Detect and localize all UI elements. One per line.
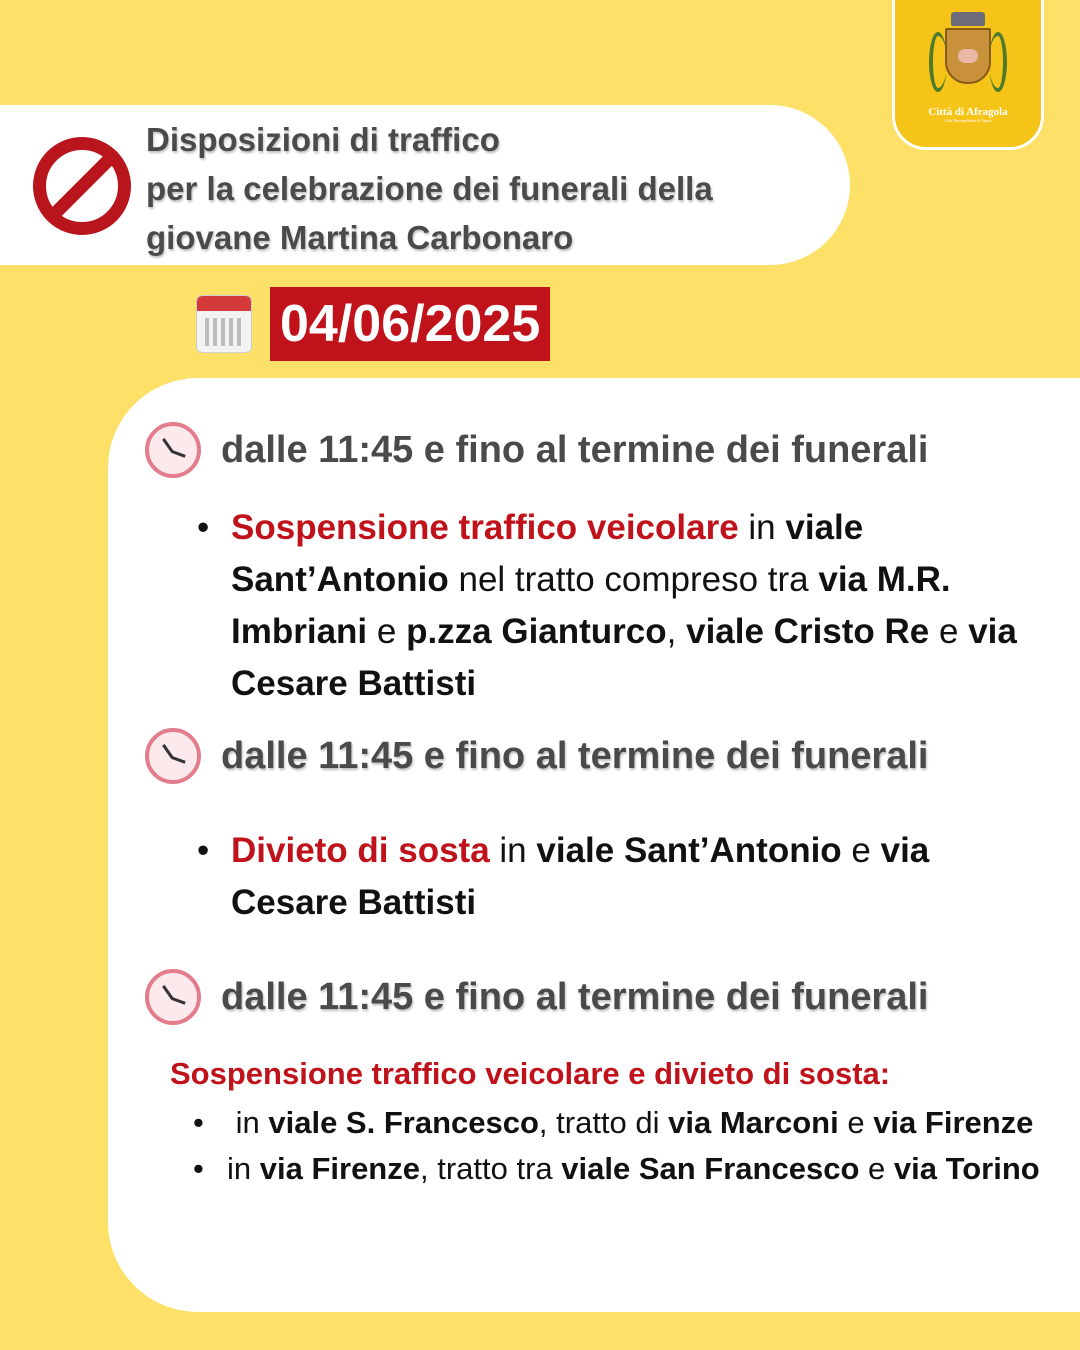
text-segment: e — [859, 1151, 894, 1186]
text-segment: in — [738, 508, 786, 547]
page-title — [146, 115, 713, 262]
text-segment: in — [489, 831, 537, 870]
logo-subtitle: Città Metropolitana di Napoli — [944, 118, 992, 123]
section-heading: Sospensione traffico veicolare e divieto di sosta: — [170, 1056, 891, 1091]
time-text: dalle 11:45 e fino al termine dei funerali — [221, 734, 929, 777]
date-row — [196, 287, 550, 361]
street-name: via Marconi — [668, 1105, 839, 1140]
date-badge: 04/06/2025 — [270, 287, 550, 361]
street-name: viale Sant’Antonio — [231, 508, 873, 599]
street-name: viale San Francesco — [561, 1151, 860, 1186]
logo-name: Città di Afragola — [928, 106, 1008, 118]
text-segment: in — [227, 1105, 269, 1140]
clock-icon — [145, 969, 201, 1025]
calendar-icon — [196, 295, 252, 353]
time-text: dalle 11:45 e fino al termine dei funerali — [221, 428, 929, 471]
street-name: via M.R. Imbriani — [231, 560, 961, 651]
list-item — [227, 1100, 1047, 1146]
list-item — [231, 502, 1031, 710]
street-name: via Cesare Battisti — [231, 831, 939, 922]
street-name: via Firenze — [873, 1105, 1034, 1140]
coat-of-arms — [923, 28, 1013, 100]
time-text: dalle 11:45 e fino al termine dei funerali — [221, 975, 929, 1018]
text-segment: e — [367, 612, 407, 651]
laurel-icon — [929, 32, 947, 92]
title-line: giovane Martina Carbonaro — [146, 219, 574, 256]
street-name: via Firenze — [259, 1151, 420, 1186]
text-segment: e — [841, 831, 881, 870]
text-segment: , tratto tra — [420, 1151, 562, 1186]
street-name: viale S. Francesco — [268, 1105, 539, 1140]
hand-icon — [958, 49, 978, 63]
bullet-list — [231, 825, 1031, 929]
bullet-list — [227, 1100, 1047, 1192]
shield-icon — [945, 28, 991, 84]
crown-icon — [951, 12, 985, 26]
text-segment: , tratto di — [538, 1105, 669, 1140]
text-segment: e — [929, 612, 969, 651]
street-name: via Cesare Battisti — [231, 612, 1027, 703]
header-banner — [0, 105, 850, 265]
street-name: p.zza Gianturco — [406, 612, 667, 651]
highlight-text: Sospensione traffico veicolare — [231, 508, 739, 547]
bullet-list — [231, 502, 1031, 710]
clock-icon — [145, 422, 201, 478]
time-heading — [145, 969, 928, 1025]
time-heading — [145, 728, 928, 784]
highlight-text: Divieto di sosta — [231, 831, 490, 870]
title-line: Disposizioni di traffico — [146, 121, 500, 158]
list-item — [227, 1146, 1047, 1192]
street-name: viale Cristo Re — [686, 612, 930, 651]
city-logo — [892, 0, 1044, 150]
title-line: per la celebrazione dei funerali della — [146, 170, 713, 207]
no-entry-icon — [33, 137, 131, 235]
text-segment: nel tratto compreso tra — [448, 560, 819, 599]
street-name: via Torino — [893, 1151, 1040, 1186]
time-heading — [145, 422, 928, 478]
text-segment: , — [666, 612, 687, 651]
laurel-icon — [989, 32, 1007, 92]
text-segment: in — [227, 1151, 260, 1186]
clock-icon — [145, 728, 201, 784]
text-segment: e — [838, 1105, 874, 1140]
street-name: viale Sant’Antonio — [536, 831, 842, 870]
list-item — [231, 825, 1031, 929]
